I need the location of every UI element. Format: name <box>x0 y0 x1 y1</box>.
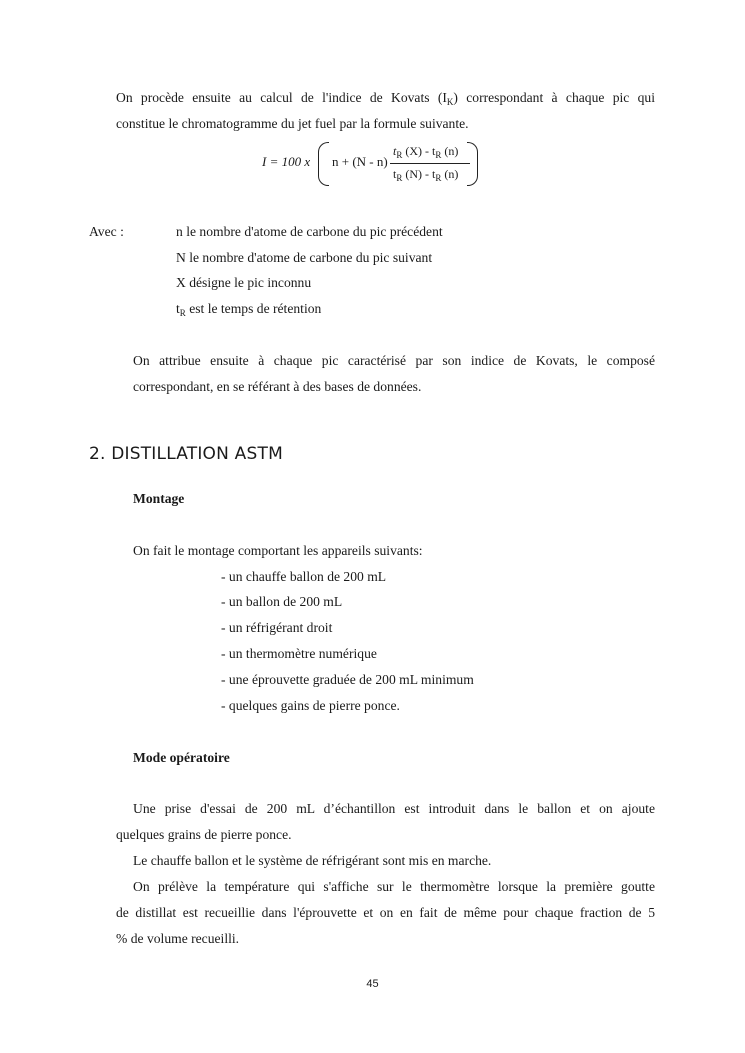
equipment-item: - un thermomètre numérique <box>221 646 377 661</box>
avec-label: Avec : <box>89 224 124 239</box>
attribution-line-2: correspondant, en se référant à des bases de données. <box>133 379 422 394</box>
intro-line-2: constitue le chromatogramme du jet fuel par la formule suivante. <box>116 116 469 131</box>
formula-denominator: $t_R$ $(N) - t_R$ (n) <box>393 167 459 183</box>
formula-fraction-bar <box>390 163 470 164</box>
montage-intro: On fait le montage comportant les appareils suivants: <box>133 543 423 558</box>
page-number: 45 <box>366 978 379 990</box>
mode-p1-line-2: quelques grains de pierre ponce. <box>116 827 292 842</box>
intro-line-1: On procède ensuite au calcul de l'indice de Kovats $(I_K)$ correspondant à chaque pic qui <box>116 90 656 107</box>
section-heading: 2. DISTILLATION ASTM <box>89 444 283 464</box>
formula-right-paren <box>467 142 478 186</box>
equipment-item: - une éprouvette graduée de 200 mL minimum <box>221 672 474 687</box>
mode-p3-line-2: de distillat est recueillie dans l'éprouvette et on en fait de même pour chaque fraction de 5 <box>116 905 655 920</box>
mode-p1-line-1: Une prise d'essai de 200 mL d’échantillon est introduit dans le ballon et on ajoute <box>133 801 655 816</box>
mode-title: Mode opératoire <box>133 750 230 765</box>
montage-title: Montage <box>133 491 185 506</box>
mode-p3-line-1: On prélève la température qui s'affiche sur le thermomètre lorsque la première goutte <box>133 879 655 894</box>
formula-numerator: $t_R$ $(X) - t_R$ (n) <box>393 144 459 160</box>
definition-item: N le nombre d'atome de carbone du pic suivant <box>176 250 433 265</box>
formula-left-paren <box>318 142 329 186</box>
mode-p2: Le chauffe ballon et le système de réfrigérant sont mis en marche. <box>133 853 492 868</box>
kovats-formula <box>262 140 482 190</box>
definition-item-tr: $t_R$ est le temps de rétention <box>176 301 322 318</box>
equipment-item: - un réfrigérant droit <box>221 620 333 635</box>
definition-item: X désigne le pic inconnu <box>176 275 312 290</box>
definition-item: n le nombre d'atome de carbone du pic précédent <box>176 224 443 239</box>
equipment-item: - quelques gains de pierre ponce. <box>221 698 400 713</box>
equipment-item: - un ballon de 200 mL <box>221 594 343 609</box>
formula-term: n + (N - n) <box>332 154 388 169</box>
formula-lhs: I = 100 x <box>262 154 311 169</box>
attribution-line-1: On attribue ensuite à chaque pic caractérisé par son indice de Kovats, le composé <box>133 353 655 368</box>
equipment-item: - un chauffe ballon de 200 mL <box>221 569 387 584</box>
mode-p3-line-3: % de volume recueilli. <box>116 931 240 946</box>
